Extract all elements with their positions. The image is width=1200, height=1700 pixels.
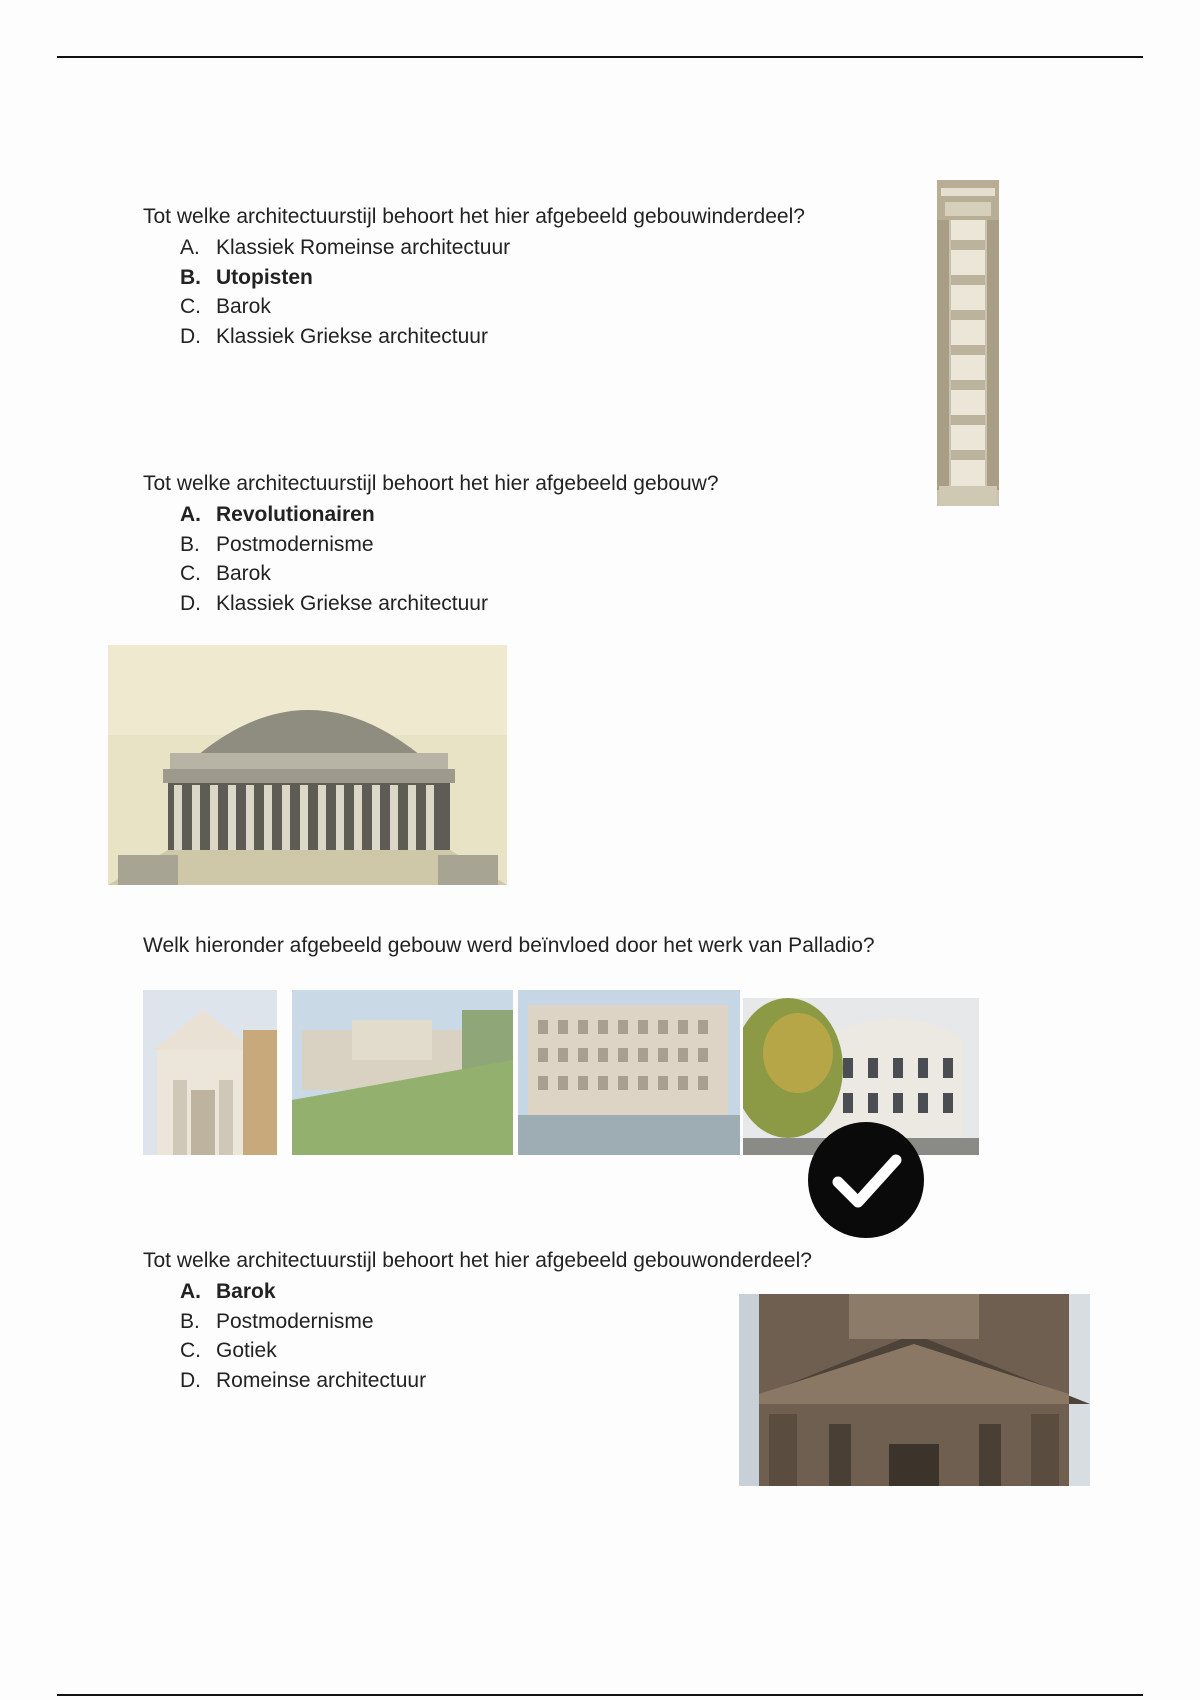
building-photo-1 [143,990,277,1155]
domed-building-drawing [108,645,507,885]
option-a-correct: A. Revolutionairen [180,503,375,526]
question-3: Welk hieronder afgebeeld gebouw werd beïnvloed door het werk van Palladio? [143,934,875,957]
question-4-options [180,1277,426,1395]
top-rule [57,56,1143,58]
question-2: Tot welke architectuurstijl behoort het hier afgebeeld gebouw? [143,472,719,495]
option-d: D. Klassiek Griekse architectuur [180,324,488,348]
question-4: Tot welke architectuurstijl behoort het hier afgebeeld gebouwonderdeel? [143,1249,812,1272]
option-c: C. Gotiek [180,1339,277,1362]
column-photo [937,180,999,506]
option-d: D. Klassiek Griekse architectuur [180,591,488,615]
option-b-correct: B. Utopisten [180,265,313,289]
question-2-options [180,500,488,618]
option-a-correct: A. Barok [180,1280,276,1303]
option-a: A. Klassiek Romeinse architectuur [180,236,511,259]
option-d: D. Romeinse architectuur [180,1368,427,1392]
check-icon [808,1122,924,1238]
building-photo-3 [518,990,740,1155]
question-1-options [180,233,510,351]
question-1: Tot welke architectuurstijl behoort het hier afgebeeld gebouwinderdeel? [143,205,805,228]
option-b: B. Postmodernisme [180,532,374,556]
baroque-facade-photo [739,1294,1090,1486]
option-c: C. Barok [180,562,271,585]
correct-answer-badge [808,1122,924,1238]
bottom-rule [57,1694,1143,1696]
option-c: C. Barok [180,295,271,318]
building-photo-2 [292,990,513,1155]
option-b: B. Postmodernisme [180,1309,374,1333]
